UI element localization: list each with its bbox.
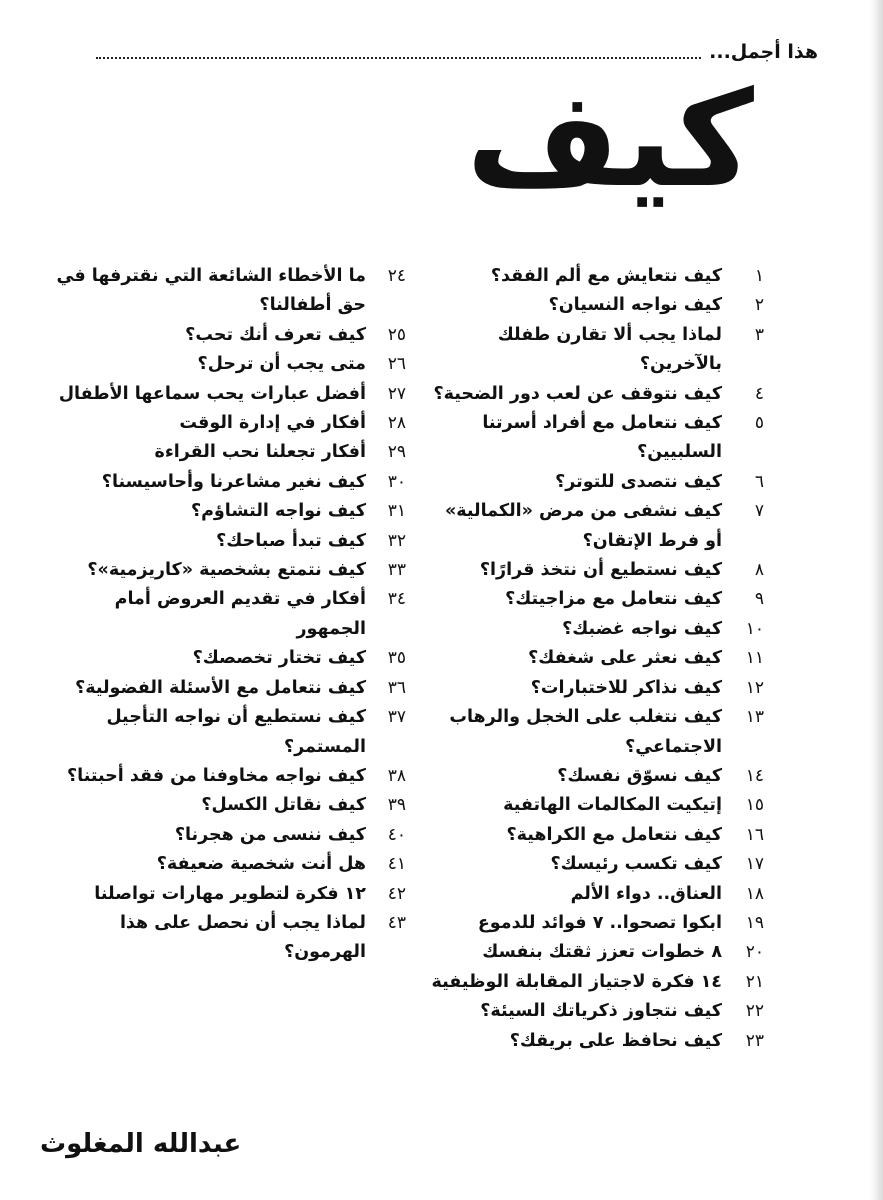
toc-entry [430, 262, 764, 291]
toc-entry-title: متى يجب أن ترحل؟ [197, 354, 366, 375]
toc-entry [430, 556, 764, 585]
toc-entry-title: كيف نتعامل مع الأسئلة الفضولية؟ [75, 677, 366, 698]
toc-entry-title: كيف نذاكر للاختبارات؟ [530, 677, 722, 698]
toc-entry-number: ٣٨ [387, 765, 406, 786]
toc-entry-number: ٤١ [387, 854, 406, 875]
page-edge-shadow [869, 0, 883, 1200]
toc-entry [40, 468, 406, 497]
toc-entry-number: ٢٨ [387, 413, 406, 434]
toc-entry-number: ٢٠ [745, 942, 764, 963]
toc-entry-title: ٨ خطوات تعزز ثقتك بنفسك [482, 942, 722, 963]
header-title: هذا أجمل... [709, 41, 818, 63]
toc-entry-title: كيف تعرف أنك تحب؟ [185, 324, 366, 345]
toc-entry-number: ١٣ [745, 707, 764, 728]
toc-entry-number: ٣٦ [387, 677, 406, 698]
toc-entry-number: ٥ [754, 413, 764, 434]
toc-entry-title: كيف نحافظ على بريقك؟ [509, 1030, 722, 1051]
toc-entry-number: ٦ [754, 471, 764, 492]
toc-entry-number: ٤٠ [387, 824, 406, 845]
toc-entry-number: ٢٤ [387, 266, 406, 286]
toc-entry-title: كيف نتغلب على الخجل والرهاب الاجتماعي؟ [449, 707, 722, 757]
toc-entry [430, 585, 764, 614]
toc-entry [40, 321, 406, 350]
toc-entry-title: كيف نغير مشاعرنا وأحاسيسنا؟ [101, 471, 366, 492]
toc-entry-title: كيف نتمتع بشخصية «كاريزمية»؟ [87, 560, 366, 581]
toc-entry-title: كيف نستطيع أن نواجه التأجيل المستمر؟ [106, 707, 366, 757]
toc-entry-number: ٢٥ [387, 324, 406, 345]
toc-entry [40, 556, 406, 585]
toc-entry [40, 880, 406, 909]
toc-entry [430, 1027, 764, 1056]
toc-entry [40, 821, 406, 850]
toc-entry-number: ٣٣ [387, 560, 406, 581]
toc-entry [430, 615, 764, 644]
toc-entry-title: كيف نتعايش مع ألم الفقد؟ [490, 266, 722, 286]
toc-entry-number: ٣٧ [387, 707, 406, 728]
toc-entry-number: ١٠ [745, 618, 764, 639]
toc-entry-number: ٢٧ [387, 383, 406, 404]
toc-entry-number: ٢٣ [745, 1030, 764, 1051]
toc-entry-title: كيف نواجه التشاؤم؟ [190, 501, 366, 522]
toc-entry-number: ١٩ [745, 912, 764, 933]
toc-entry [40, 409, 406, 438]
toc-entry-title: كيف نشفى من مرض «الكمالية» أو فرط الإتقان؟ [444, 501, 722, 551]
toc-entry [430, 938, 764, 967]
toc-entry [430, 909, 764, 938]
toc-entry [40, 262, 406, 321]
toc-entry-title: أفكار تجعلنا نحب القراءة [154, 442, 366, 463]
toc-entry-title: كيف نتعامل مع أفراد أسرتنا السلبيين؟ [482, 413, 722, 463]
toc-entry-title: كيف نقاتل الكسل؟ [201, 795, 366, 816]
toc-entry-number: ٣١ [387, 501, 406, 522]
toc-entry [40, 527, 406, 556]
toc-entry-number: ٢ [754, 295, 764, 316]
toc-entry-number: ١٢ [745, 677, 764, 698]
toc-entry-title: كيف تبدأ صباحك؟ [216, 530, 366, 551]
toc-entry-number: ٢٩ [387, 442, 406, 463]
toc-entry [430, 409, 764, 468]
toc-entry [40, 703, 406, 762]
toc-entry-title: ١٤ فكرة لاجتياز المقابلة الوظيفية [431, 971, 722, 992]
toc-entry [40, 644, 406, 673]
header-dotted-rule [96, 56, 701, 59]
toc-entry [40, 585, 406, 644]
toc-entry [40, 762, 406, 791]
toc-entry-title: ابكوا تصحوا.. ٧ فوائد للدموع [477, 912, 722, 933]
toc-entry [430, 468, 764, 497]
toc-entry-number: ٤٣ [387, 912, 406, 933]
toc-right-column [430, 262, 764, 1056]
toc-entry [430, 850, 764, 879]
toc-entry-title: ما الأخطاء الشائعة التي نقترفها في حق أطفالنا؟ [56, 266, 366, 316]
toc-entry-title: العناق.. دواء الألم [570, 883, 722, 904]
toc-entry-title: هل أنت شخصية ضعيفة؟ [156, 854, 366, 875]
toc-entry-title: كيف نتجاوز ذكرياتك السيئة؟ [480, 1001, 722, 1022]
toc-entry-number: ٧ [754, 501, 764, 522]
toc-entry [40, 850, 406, 879]
toc-entry [430, 644, 764, 673]
toc-entry-title: كيف تختار تخصصك؟ [192, 648, 366, 669]
toc-entry [430, 791, 764, 820]
toc-entry-number: ٤ [754, 383, 764, 404]
toc-entry-title: كيف نتوقف عن لعب دور الضحية؟ [433, 383, 722, 404]
toc-entry [430, 997, 764, 1026]
running-header [96, 32, 818, 62]
toc-entry [430, 380, 764, 409]
toc-entry-title: كيف نستطيع أن نتخذ قرارًا؟ [479, 560, 722, 581]
toc-entry-title: إتيكيت المكالمات الهاتفية [503, 795, 722, 816]
toc-entry-title: ١٢ فكرة لتطوير مهارات تواصلنا [94, 883, 366, 904]
toc-entry [40, 350, 406, 379]
toc-entry [430, 880, 764, 909]
toc-left-column [40, 262, 406, 968]
toc-entry-number: ١٦ [745, 824, 764, 845]
toc-entry-number: ٣ [754, 324, 764, 345]
toc-entry [40, 497, 406, 526]
toc-entry-number: ١١ [745, 648, 764, 669]
toc-entry-title: لماذا يجب ألا تقارن طفلك بالآخرين؟ [497, 324, 722, 375]
toc-entry-number: ١٤ [745, 765, 764, 786]
toc-entry-number: ٤٢ [387, 883, 406, 904]
toc-entry-number: ٣٤ [387, 589, 406, 610]
toc-entry [430, 703, 764, 762]
toc-entry-number: ٩ [754, 589, 764, 610]
toc-entry [40, 438, 406, 467]
toc-entry [430, 321, 764, 380]
toc-entry-title: أفكار في إدارة الوقت [179, 413, 366, 434]
toc-entry-number: ٨ [754, 560, 764, 581]
toc-entry [430, 674, 764, 703]
toc-entry-number: ٢٦ [387, 354, 406, 375]
toc-entry-title: كيف نسوّق نفسك؟ [557, 765, 722, 786]
author-name: عبدالله المغلوث [40, 1129, 242, 1159]
toc-entry [40, 674, 406, 703]
toc-entry [430, 497, 764, 556]
toc-entry-title: أفضل عبارات يحب سماعها الأطفال [58, 383, 366, 404]
toc-entry-number: ٣٢ [387, 530, 406, 551]
toc-entry-title: كيف نواجه النسيان؟ [548, 295, 722, 316]
toc-entry-title: كيف نتصدى للتوتر؟ [555, 471, 722, 492]
toc-entry-number: ٣٩ [387, 795, 406, 816]
toc-entry-number: ١٧ [745, 854, 764, 875]
toc-entry-number: ٢٢ [745, 1001, 764, 1022]
toc-entry-title: كيف نواجه مخاوفنا من فقد أحبتنا؟ [67, 765, 366, 786]
toc-entry-number: ١ [754, 266, 764, 286]
toc-entry-number: ٢١ [745, 971, 764, 992]
section-title: كيف [466, 63, 754, 217]
toc-entry-title: كيف نتعامل مع الكراهية؟ [506, 824, 722, 845]
toc-entry-title: أفكار في تقديم العروض أمام الجمهور [114, 589, 366, 639]
toc-entry-number: ١٨ [745, 883, 764, 904]
toc-entry [430, 762, 764, 791]
toc-entry-title: كيف نتعامل مع مزاجيتك؟ [505, 589, 722, 610]
toc-entry [430, 968, 764, 997]
toc-entry-number: ٣٠ [387, 471, 406, 492]
toc-entry [40, 909, 406, 968]
toc-entry-number: ٣٥ [387, 648, 406, 669]
toc-entry-number: ١٥ [745, 795, 764, 816]
toc-entry [430, 821, 764, 850]
toc-entry [40, 791, 406, 820]
toc-entry-title: كيف نعثر على شغفك؟ [528, 648, 722, 669]
toc-entry-title: كيف نواجه غضبك؟ [562, 618, 722, 639]
toc-entry-title: لماذا يجب أن نحصل على هذا الهرمون؟ [119, 912, 366, 963]
toc-entry-title: كيف تكسب رئيسك؟ [550, 854, 722, 875]
toc-entry [430, 291, 764, 320]
toc-entry [40, 380, 406, 409]
toc-entry-title: كيف ننسى من هجرنا؟ [174, 824, 366, 845]
